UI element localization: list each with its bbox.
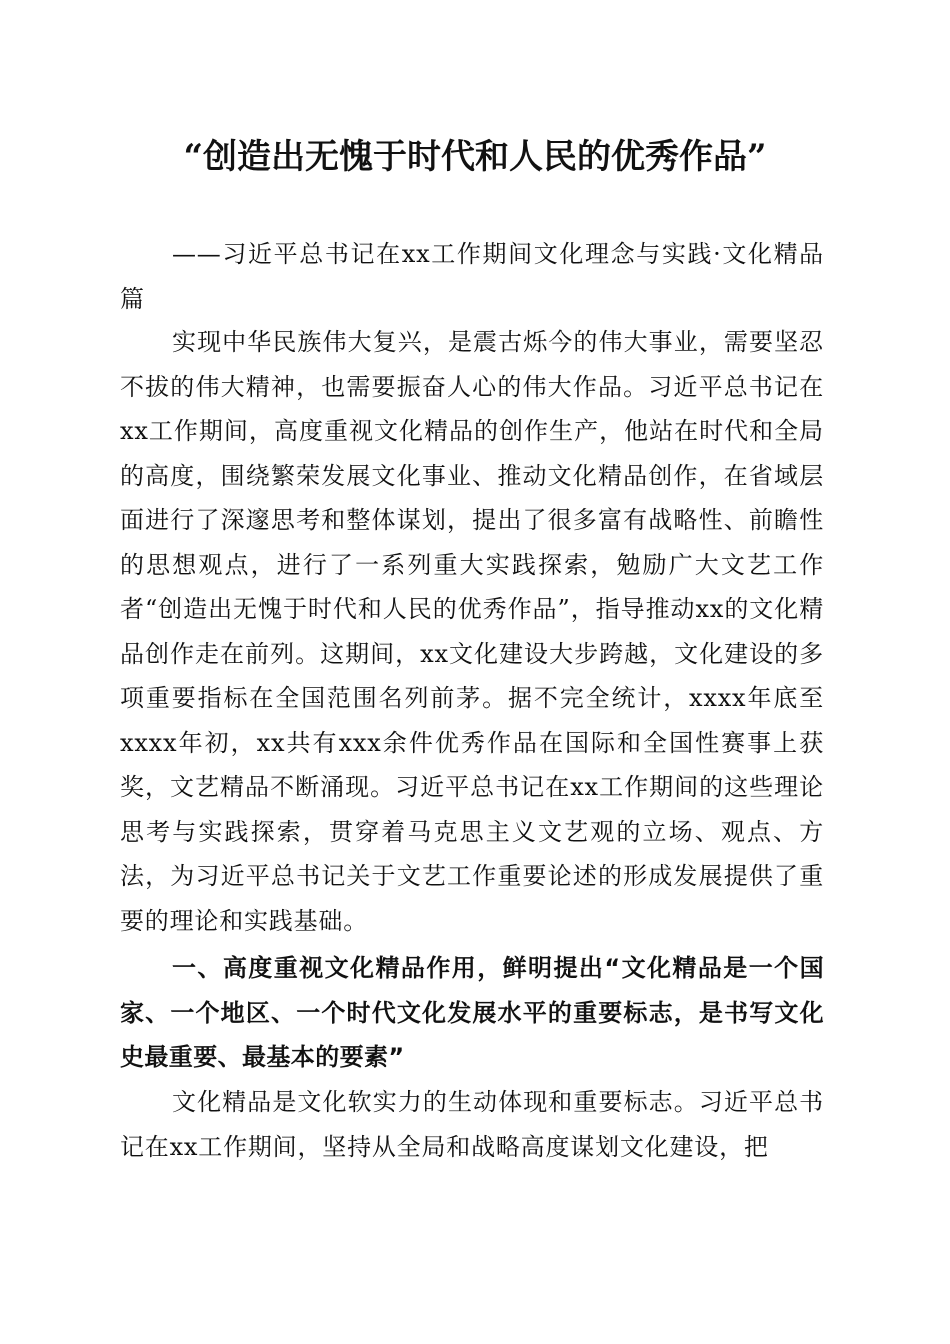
section-heading: 一、高度重视文化精品作用，鲜明提出“文化精品是一个国家、一个地区、一个时代文化发展水平的重要标志，是书写文化史最重要、最基本的要素” <box>120 954 824 1071</box>
document-subtitle: ——习近平总书记在xx工作期间文化理念与实践·文化精品篇 <box>120 240 824 313</box>
document-title: “创造出无愧于时代和人民的优秀作品” <box>183 137 767 177</box>
section-paragraph: 文化精品是文化软实力的生动体现和重要标志。习近平总书记在xx工作期间，坚持从全局和战略高度谋划文化建设，把 <box>120 1088 824 1161</box>
body-paragraph: 实现中华民族伟大复兴，是震古烁今的伟大事业，需要坚忍不拔的伟大精神，也需要振奋人心的伟大作品。习近平总书记在xx工作期间，高度重视文化精品的创作生产，他站在时代和全局的高度，围绕繁荣发展文化事业、推动文化精品创作，在省域层面进行了深邃思考和整体谋划，提出了很多富有战略性、前瞻性的思想观点，进行了一系列重大实践探索，勉励广大文艺工作者“创造出无愧于时代和人民的优秀作品”，指导推动xx的文化精品创作走在前列。这期间，xx文化建设大步跨越，文化建设的多项重要指标在全国范围名列前茅。据不完全统计，xxxx年底至xxxx年初，xx共有xxx余件优秀作品在国际和全国性赛事上获奖，文艺精品不断涌现。习近平总书记在xx工作期间的这些理论思考与实践探索，贯穿着马克思主义文艺观的立场、观点、方法，为习近平总书记关于文艺工作重要论述的形成发展提供了重要的理论和实践基础。 <box>120 328 824 935</box>
